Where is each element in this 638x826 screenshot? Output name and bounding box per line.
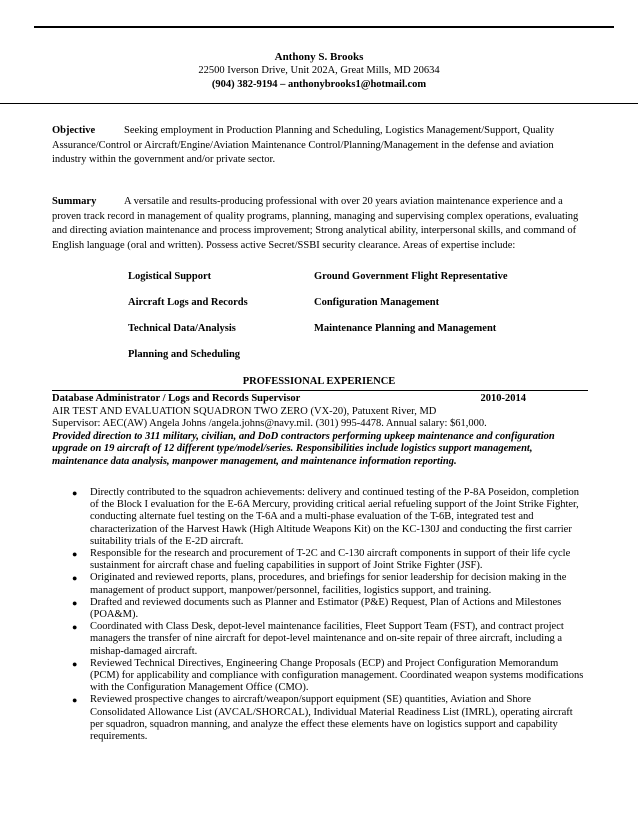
skill-item: Configuration Management bbox=[314, 297, 440, 308]
list-item bbox=[52, 658, 588, 695]
list-item bbox=[52, 487, 588, 548]
responsibility-list bbox=[52, 487, 588, 743]
objective-section bbox=[52, 124, 588, 168]
summary-section bbox=[52, 195, 588, 253]
bullet-icon: ● bbox=[72, 622, 78, 633]
address: 22500 Iverson Drive, Unit 202A, Great Mills, MD 20634 bbox=[198, 65, 440, 76]
skills-row bbox=[128, 271, 588, 297]
experience-heading: PROFESSIONAL EXPERIENCE bbox=[242, 376, 396, 387]
skill-item: Ground Government Flight Representative bbox=[314, 271, 508, 282]
employer: AIR TEST AND EVALUATION SQUADRON TWO ZERO (VX-20), Patuxent River, MD bbox=[52, 405, 437, 417]
experience-divider bbox=[52, 390, 588, 391]
list-item bbox=[52, 572, 588, 596]
skills-row bbox=[128, 323, 588, 349]
skill-item: Aircraft Logs and Records bbox=[128, 297, 248, 308]
bullet-text: Coordinated with Class Desk, depot-level maintenance facilities, Fleet Support Team (FST), and contract project managers the transfer of nine aircraft for depot-level maintenance and on-site repair of three aircraft, including a mishap-damaged aircraft. bbox=[90, 621, 564, 657]
list-item bbox=[52, 621, 588, 658]
bullet-text: Responsible for the research and procurement of T-2C and C-130 aircraft components in support of their life cycle sustainment for aircraft chase and fueling capabilities in support of Joint Strike Fighter (JSF). bbox=[90, 548, 571, 572]
bullet-icon: ● bbox=[72, 549, 78, 560]
bullet-text: Directly contributed to the squadron achievements: delivery and continued testing of the P-8A Poseidon, completion of the Block I evaluation for the E-6A Mercury, providing critical aerial refueling support of the Joint Strike Fighter, conducting alternate fuel testing on the T-6A and a multi-phase evaluation of the T-6B, integrated test and characterization of the Harvest Hawk (High Altitude Weapons Kit) on the KC-130J and conducting the first carrier suitability trials of the E-2D aircraft. bbox=[90, 487, 580, 547]
bullet-icon: ● bbox=[72, 573, 78, 584]
skill-item: Maintenance Planning and Management bbox=[314, 323, 497, 334]
skill-item: Technical Data/Analysis bbox=[128, 323, 236, 334]
bullet-icon: ● bbox=[72, 658, 78, 669]
job-entry bbox=[52, 393, 588, 468]
job-title-row bbox=[52, 393, 588, 406]
list-item bbox=[52, 597, 588, 621]
summary-label: Summary bbox=[52, 196, 97, 207]
bullet-icon: ● bbox=[72, 695, 78, 706]
skills-row bbox=[128, 297, 588, 323]
applicant-name: Anthony S. Brooks bbox=[274, 51, 364, 63]
list-item bbox=[52, 548, 588, 572]
contact-info: (904) 382-9194 – anthonybrooks1@hotmail.com bbox=[211, 79, 427, 90]
header bbox=[0, 50, 638, 92]
skill-item: Logistical Support bbox=[128, 271, 212, 282]
bullet-text: Reviewed prospective changes to aircraft/weapon/support equipment (SE) quantities, Aviation and Shore Consolidated Allowance List (AVCAL/SHORCAL), Individual Material Readiness List (IMRL), operating aircraft per squadron, squadron manning, and analyze the effect these elements have on logistics support and capability requirements. bbox=[90, 694, 573, 743]
bullet-text: Originated and reviewed reports, plans, procedures, and briefings for senior leadership for decision making in the management of product support, manpower/personnel, facilities, logistics support, and training. bbox=[90, 572, 567, 596]
skills-row bbox=[128, 349, 588, 375]
job-dates: 2010-2014 bbox=[480, 393, 526, 404]
bullet-icon: ● bbox=[72, 488, 78, 498]
objective-label: Objective bbox=[52, 125, 96, 136]
header-divider bbox=[0, 103, 638, 104]
bullet-icon: ● bbox=[72, 597, 78, 608]
top-border bbox=[34, 26, 614, 28]
bullet-text: Reviewed Technical Directives, Engineering Change Proposals (ECP) and Project Configuration Memorandum (PCM) for applicability and compliance with configuration management. Coordinated weapon systems modifications with the Configuration Management Office (CMO). bbox=[90, 657, 584, 694]
skill-item: Planning and Scheduling bbox=[128, 349, 241, 360]
bullet-text: Drafted and reviewed documents such as Planner and Estimator (P&E) Request, Plan of Actions and Milestones (POA&M). bbox=[90, 596, 562, 621]
summary-text: A versatile and results-producing professional with over 20 years aviation maintenance experience and a proven track record in management of quality programs, planning, managing and supervising complex operations, evaluating and directing aviation maintenance and process improvement; Strong analytical ability, interpersonal skills, and command of English language (oral and written). Possess active Secret/SSBI security clearance. Areas of expertise include: bbox=[52, 196, 579, 251]
skills-grid bbox=[128, 271, 588, 375]
supervisor: Supervisor: AEC(AW) Angela Johns /angela.johns@navy.mil. (301) 995-4478. Annual salary: $61,000. bbox=[52, 418, 487, 429]
list-item bbox=[52, 694, 588, 743]
job-summary: Provided direction to 311 military, civilian, and DoD contractors performing upkeep maintenance and configuration upgrade on 19 aircraft of 12 different type/model/series. Responsibilities include logistics support management, maintenance data analysis, manpower management, and maintenance information reporting. bbox=[52, 430, 555, 467]
objective-text: Seeking employment in Production Planning and Scheduling, Logistics Management/Support, Quality Assurance/Control or Aircraft/Engine/Aviation Maintenance Control/Planning/Management in the defense and aviation industry within the government and/or private sector. bbox=[52, 125, 555, 165]
job-title: Database Administrator / Logs and Records Supervisor bbox=[52, 393, 301, 404]
